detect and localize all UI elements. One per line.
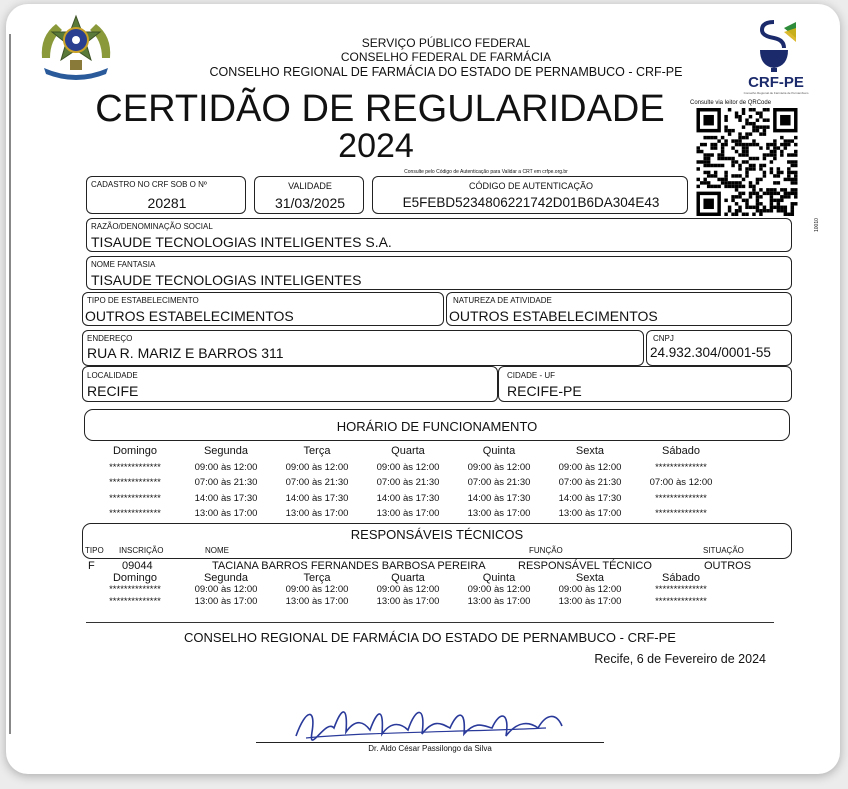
validade-box [254, 176, 364, 214]
schedule-cell: 14:00 às 17:30 [558, 492, 622, 504]
cidade-box [498, 366, 792, 402]
schedule-cell: 07:00 às 21:30 [194, 477, 258, 488]
schedule-column-0 [90, 572, 180, 608]
schedule-day-label: Quinta [482, 572, 516, 584]
schedule-cell: 14:00 às 17:30 [467, 492, 531, 504]
schedule-cell: 09:00 às 12:00 [285, 584, 349, 595]
natureza-box [446, 292, 792, 326]
localidade-label: LOCALIDADE [87, 371, 138, 380]
schedule-column-6 [636, 572, 726, 608]
fantasia-value: TISAUDE TECNOLOGIAS INTELIGENTES [91, 272, 362, 288]
resp-nome: TACIANA BARROS FERNANDES BARBOSA PEREIRA [212, 560, 486, 572]
col-inscricao-label: INSCRIÇÃO [119, 546, 164, 555]
schedule-cell: ************** [109, 596, 161, 607]
horario-schedule [90, 444, 790, 524]
schedule-column-6 [636, 444, 726, 522]
schedule-cell: ************** [655, 508, 707, 519]
schedule-column-3 [363, 444, 453, 522]
col-situacao-label: SITUAÇÃO [703, 546, 744, 555]
resp-situacao: OUTROS [704, 560, 752, 572]
qr-code[interactable] [696, 108, 798, 216]
footer-divider [86, 622, 774, 623]
schedule-cell: 09:00 às 12:00 [194, 584, 258, 595]
fantasia-box [86, 256, 792, 290]
header-line-3: CONSELHO REGIONAL DE FARMÁCIA DO ESTADO DE PERNAMBUCO - CRF-PE [209, 65, 683, 79]
schedule-cell: 13:00 às 17:00 [558, 508, 622, 519]
validade-value: 31/03/2025 [274, 195, 346, 211]
brazil-coat-of-arms-icon [36, 12, 116, 84]
schedule-cell: 14:00 às 17:30 [376, 492, 440, 504]
schedule-column-4 [454, 444, 544, 522]
schedule-cell: 13:00 às 17:00 [194, 508, 258, 519]
schedule-cell: 13:00 às 17:00 [285, 596, 349, 607]
schedule-cell: 07:00 às 12:00 [649, 477, 713, 488]
schedule-column-1 [181, 572, 271, 608]
schedule-cell: 07:00 às 21:30 [558, 477, 622, 488]
schedule-day-label: Quarta [391, 445, 425, 457]
codigo-label: CÓDIGO DE AUTENTICAÇÃO [468, 181, 593, 191]
signature-line [256, 742, 604, 743]
footer-date: Recife, 6 de Fevereiro de 2024 [594, 652, 766, 666]
endereco-box [82, 330, 644, 366]
crf-pe-logo-caption: Conselho Regional de Farmácia de Pernambuco [743, 91, 809, 95]
schedule-cell: 14:00 às 17:30 [194, 492, 258, 504]
header-line-1: SERVIÇO PÚBLICO FEDERAL [361, 36, 531, 50]
cadastro-label: CADASTRO NO CRF SOB O Nº [91, 180, 207, 189]
codigo-value: E5FEBD5234806221742D01B6DA304E43 [402, 195, 660, 210]
cadastro-value: 20281 [147, 195, 187, 211]
schedule-cell: 14:00 às 17:30 [285, 492, 349, 504]
left-border-line [9, 34, 11, 734]
schedule-day-label: Sábado [662, 445, 700, 457]
schedule-cell: ************** [655, 461, 707, 473]
schedule-day-label: Segunda [203, 572, 249, 584]
razao-box [86, 218, 792, 252]
header-line-2: CONSELHO FEDERAL DE FARMÁCIA [340, 50, 552, 64]
cnpj-label: CNPJ [653, 334, 674, 343]
qr-caption: Consulte via leitor de QRCode [690, 100, 772, 106]
tipo-label: TIPO DE ESTABELECIMENTO [87, 296, 199, 305]
schedule-cell: 09:00 às 12:00 [467, 461, 531, 473]
schedule-cell: 09:00 às 12:00 [376, 584, 440, 595]
cadastro-box [86, 176, 246, 214]
schedule-cell: 13:00 às 17:00 [467, 596, 531, 607]
horario-title: HORÁRIO DE FUNCIONAMENTO [336, 419, 538, 434]
responsaveis-title: RESPONSÁVEIS TÉCNICOS [350, 527, 524, 542]
col-nome-label: NOME [205, 546, 229, 555]
schedule-day-label: Terça [303, 445, 331, 457]
cidade-value: RECIFE-PE [507, 383, 582, 399]
codigo-box [372, 176, 688, 214]
schedule-day-label: Domingo [112, 572, 158, 584]
tipo-value: OUTROS ESTABELECIMENTOS [85, 308, 294, 324]
schedule-column-1 [181, 444, 271, 522]
schedule-column-4 [454, 572, 544, 608]
crf-pe-logo-text: CRF-PE [748, 74, 804, 91]
resp-funcao: RESPONSÁVEL TÉCNICO [518, 560, 652, 572]
resp-inscricao: 09044 [122, 560, 153, 572]
schedule-day-label: Sábado [662, 572, 700, 584]
schedule-cell: ************** [109, 492, 161, 504]
schedule-column-5 [545, 444, 635, 522]
certificate-year: 2024 [338, 127, 414, 165]
natureza-value: OUTROS ESTABELECIMENTOS [449, 308, 658, 324]
endereco-value: RUA R. MARIZ E BARROS 311 [87, 345, 284, 361]
schedule-day-label: Domingo [112, 445, 158, 457]
schedule-cell: ************** [655, 584, 707, 595]
cnpj-box [646, 330, 792, 366]
schedule-cell: 13:00 às 17:00 [194, 596, 258, 607]
cnpj-value: 24.932.304/0001-55 [650, 345, 771, 360]
auth-hint: Consulte pelo Código de Autenticação para Validar a CRT em crfpe.org.br [404, 169, 568, 175]
signer-name: Dr. Aldo César Passilongo da Silva [368, 744, 492, 753]
schedule-cell: ************** [655, 492, 707, 504]
schedule-cell: 09:00 às 12:00 [558, 584, 622, 595]
localidade-box [82, 366, 498, 402]
schedule-cell: ************** [109, 461, 161, 473]
schedule-cell: 13:00 às 17:00 [285, 508, 349, 519]
natureza-label: NATUREZA DE ATIVIDADE [453, 296, 552, 305]
schedule-day-label: Sexta [575, 445, 605, 457]
col-funcao-label: FUNÇÃO [529, 546, 563, 555]
schedule-column-5 [545, 572, 635, 608]
schedule-column-2 [272, 572, 362, 608]
footer-council: CONSELHO REGIONAL DE FARMÁCIA DO ESTADO DE PERNAMBUCO - CRF-PE [184, 630, 676, 645]
col-tipo-label: TIPO [85, 546, 104, 555]
schedule-column-2 [272, 444, 362, 522]
certificate-page [6, 4, 840, 774]
schedule-cell: 13:00 às 17:00 [376, 508, 440, 519]
endereco-label: ENDEREÇO [87, 334, 133, 343]
schedule-cell: 07:00 às 21:30 [376, 477, 440, 488]
certificate-title: CERTIDÃO DE REGULARIDADE [95, 88, 665, 130]
schedule-day-label: Sexta [575, 572, 605, 584]
razao-value: TISAUDE TECNOLOGIAS INTELIGENTES S.A. [91, 234, 392, 250]
responsaveis-box [82, 523, 792, 559]
schedule-cell: 13:00 às 17:00 [467, 508, 531, 519]
schedule-cell: ************** [109, 477, 161, 488]
schedule-column-3 [363, 572, 453, 608]
side-code: 10010 [814, 218, 820, 232]
cidade-label: CIDADE - UF [507, 371, 555, 380]
schedule-cell: 09:00 às 12:00 [285, 461, 349, 473]
schedule-cell: 07:00 às 21:30 [467, 477, 531, 488]
localidade-value: RECIFE [87, 383, 139, 399]
resp-tipo: F [88, 560, 95, 572]
signature-icon [286, 698, 576, 746]
schedule-cell: ************** [655, 596, 707, 607]
schedule-cell: 13:00 às 17:00 [558, 596, 622, 607]
schedule-cell: ************** [109, 584, 161, 595]
tipo-box [82, 292, 444, 326]
schedule-cell: 09:00 às 12:00 [194, 461, 258, 473]
schedule-cell: 09:00 às 12:00 [558, 461, 622, 473]
schedule-cell: 09:00 às 12:00 [467, 584, 531, 595]
schedule-cell: ************** [109, 508, 161, 519]
schedule-cell: 07:00 às 21:30 [285, 477, 349, 488]
schedule-cell: 09:00 às 12:00 [376, 461, 440, 473]
schedule-day-label: Segunda [203, 445, 249, 457]
razao-label: RAZÃO/DENOMINAÇÃO SOCIAL [91, 222, 213, 231]
schedule-cell: 13:00 às 17:00 [376, 596, 440, 607]
horario-title-box [84, 409, 790, 441]
schedule-day-label: Quinta [482, 445, 516, 457]
schedule-column-0 [90, 444, 180, 522]
schedule-day-label: Terça [303, 572, 331, 584]
validade-label: VALIDADE [288, 181, 332, 191]
responsavel-schedule [90, 572, 790, 622]
fantasia-label: NOME FANTASIA [91, 260, 156, 269]
schedule-day-label: Quarta [391, 572, 425, 584]
